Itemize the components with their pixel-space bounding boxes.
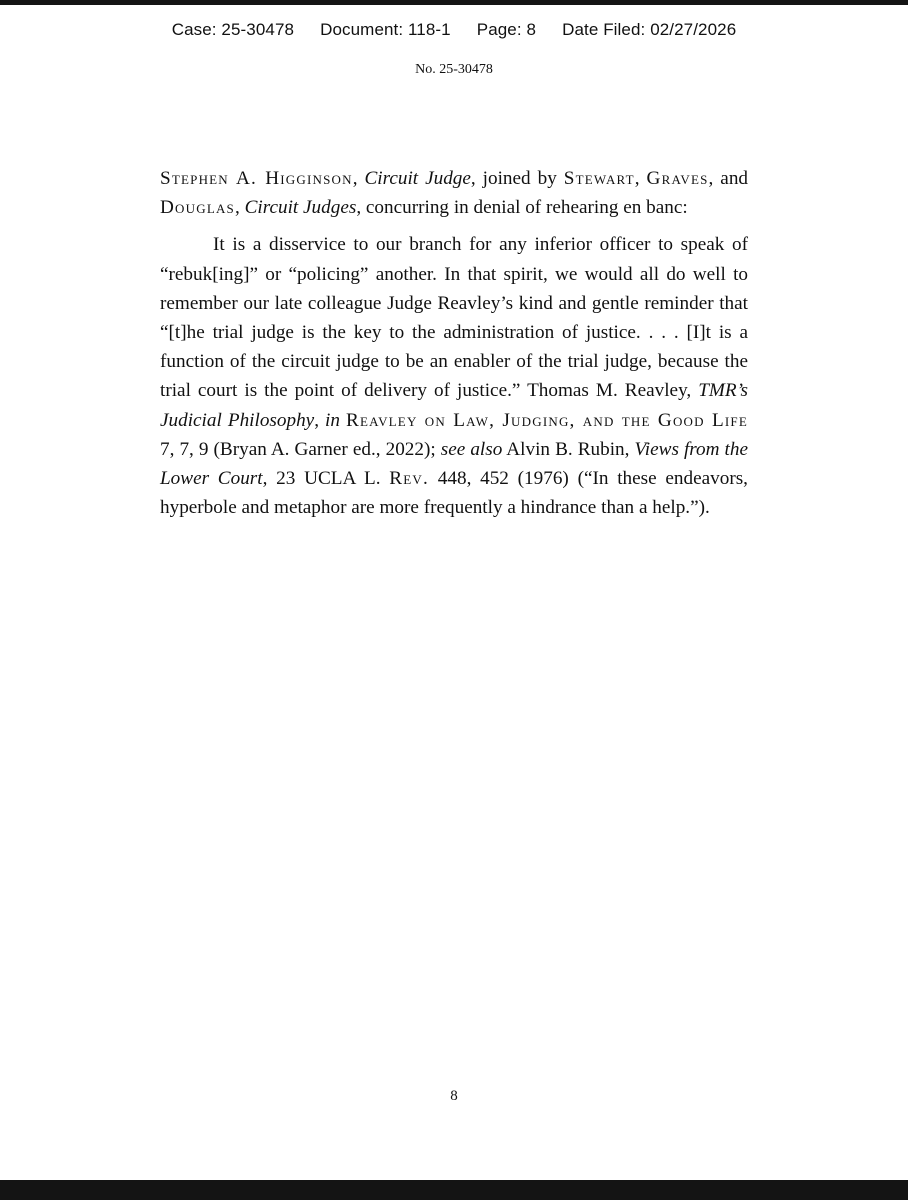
author-name: Stephen A. Higginson [160, 168, 353, 189]
judges-title: Circuit Judges [244, 197, 357, 219]
judge-stewart: Stewart [563, 168, 635, 189]
judge-graves: Graves [646, 168, 709, 189]
docket-number: No. 25-30478 [415, 62, 493, 77]
see-also-signal: see also [440, 438, 503, 460]
top-border [0, 0, 908, 5]
opinion-paragraph: It is a disservice to our branch for any inferior officer to speak of “rebuk[ing]” or “policing” another. In that spirit, we would all do well to remember our late colleague Judge Reavley’s kind and gentle reminder that “[t]he trial judge is the key to the administration of justice. . . . [I]t is a function of the circuit judge to be an enabler of the trial judge, because the trial court is the point of delivery of justice.” Thomas M. Reavley, TMR’s Judicial Philosophy, in Reavley on Law, Judging, and the Good Life 7, 7, 9 (Bryan A. Garner ed., 2022); see also Alvin B. Rubin, Views from the Lower Court, 23 UCLA L. Rev. 448, 452 (1976) (“In these endeavors, hyperbole and metaphor are more frequently a hindrance than a help.”). [160, 234, 748, 519]
citation-journal-abbrev: Rev. [389, 468, 430, 490]
opinion-heading: Stephen A. Higginson, Circuit Judge, joined by Stewart, Graves, and Douglas, Circuit Judges, concurring in denial of rehearing en banc: [160, 168, 749, 219]
opinion-body [160, 164, 748, 522]
citation-book-title: Reavley on Law, Judging, and the Good Life [346, 409, 748, 431]
filing-header [0, 20, 908, 40]
citation-title-1: TMR’s Judicial Philosophy [160, 380, 748, 431]
date-filed: Date Filed: 02/27/2026 [562, 20, 737, 39]
page-label: Page: 8 [476, 20, 537, 39]
citation-title-2: Views from the Lower Court [160, 438, 748, 490]
page-number: 8 [450, 1088, 458, 1104]
judge-douglas: Douglas [160, 197, 235, 219]
case-number: Case: 25-30478 [171, 20, 295, 39]
author-title: Circuit Judge [364, 168, 471, 189]
bottom-border [0, 1180, 908, 1200]
document-number: Document: 118-1 [320, 20, 451, 39]
